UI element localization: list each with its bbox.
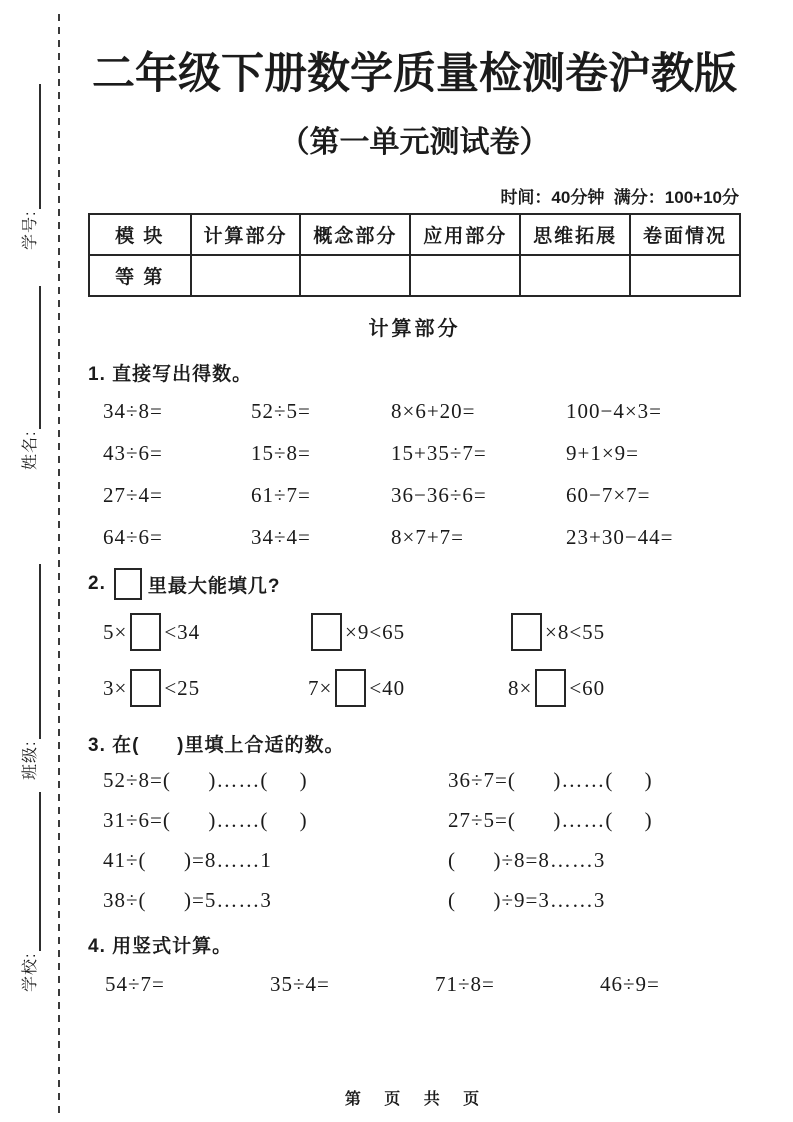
math-expression: 35÷4= [270,972,330,996]
math-expression: 9+1×9= [566,441,640,465]
math-expression: 15÷8= [251,441,311,465]
math-expression: 64÷6= [103,525,163,549]
math-expression: 100−4×3= [566,399,663,423]
expression-suffix: <34 [164,619,201,644]
fill-box-expression [508,608,741,656]
class-blank-line[interactable] [14,564,41,739]
grade-cell-application[interactable] [410,255,520,296]
math-expression: 41÷( )=8……1 [103,848,272,872]
expression-prefix: 8× [508,675,533,700]
math-expression: 61÷7= [251,483,311,507]
fill-box-expression [103,608,308,656]
exam-time-score-info: 时间：40分钟 满分：100+10分 [500,188,739,207]
blank-box[interactable] [130,613,161,651]
expression-suffix: <40 [369,675,406,700]
fill-box-expression [308,608,508,656]
math-expression: 38÷( )=5……3 [103,888,272,912]
dashed-cut-line [58,14,60,1114]
math-expression: 36−36÷6= [391,483,487,507]
blank-box[interactable] [511,613,542,651]
question-3-heading: 3. 在( )里填上合适的数。 [88,735,345,756]
math-expression: 34÷8= [103,399,163,423]
expression-suffix: ×8<55 [545,619,606,644]
student-id-blank-line[interactable] [14,84,41,209]
score-header-concept: 概念部分 [300,214,410,255]
math-expression: 43÷6= [103,441,163,465]
grade-row-label: 等 第 [89,255,191,296]
section-title: 计算部分 [368,318,461,340]
math-expression: ( )÷8=8……3 [448,848,606,872]
question-2-text: 里最大能填几? [147,575,281,597]
math-expression: 54÷7= [105,972,165,996]
math-expression: 46÷9= [600,972,660,996]
blank-box[interactable] [335,669,366,707]
student-name-blank-line[interactable] [14,286,41,429]
fill-box-expression [508,664,741,712]
blank-box[interactable] [114,568,142,600]
question-4-heading: 4. 用竖式计算。 [88,936,233,957]
page-title: 二年级下册数学质量检测卷沪教版 [92,50,737,98]
math-expression: 15+35÷7= [391,441,487,465]
score-table-header-row [89,214,740,255]
expression-suffix: <25 [164,675,201,700]
score-header-application: 应用部分 [410,214,520,255]
expression-suffix: ×9<65 [345,619,406,644]
score-table-grade-row [89,255,740,296]
question-2-number: 2. [88,573,106,594]
class-field [14,564,41,780]
student-name-field [14,286,41,470]
blank-box[interactable] [535,669,566,707]
fill-box-expression [103,664,308,712]
math-expression: 71÷8= [435,972,495,996]
math-expression: 23+30−44= [566,525,674,549]
expression-prefix: 5× [103,619,128,644]
school-label: 学校: [22,952,39,992]
math-expression: ( )÷9=3……3 [448,888,606,912]
math-expression: 8×6+20= [391,399,476,423]
grade-cell-concept[interactable] [300,255,410,296]
math-expression: 36÷7=( )……( ) [448,768,653,792]
student-id-label: 学号: [22,210,39,250]
score-header-thinking: 思维拓展 [520,214,630,255]
math-expression: 60−7×7= [566,483,651,507]
class-label: 班级: [22,740,39,780]
score-table [88,213,741,297]
fill-box-expression [308,664,508,712]
grade-cell-presentation[interactable] [630,255,740,296]
question-3-grid [88,768,741,913]
question-2-grid [88,608,741,712]
score-header-presentation: 卷面情况 [630,214,740,255]
question-1-heading: 1. 直接写出得数。 [88,364,253,385]
question-4-grid [88,972,741,997]
question-2-heading [88,568,741,600]
school-blank-line[interactable] [14,792,41,951]
math-expression: 27÷5=( )……( ) [448,808,653,832]
math-expression: 31÷6=( )……( ) [103,808,308,832]
student-name-label: 姓名: [22,430,39,470]
page-subtitle: （第一单元测试卷） [279,126,550,159]
expression-prefix: 7× [308,675,333,700]
math-expression: 34÷4= [251,525,311,549]
math-expression: 27÷4= [103,483,163,507]
blank-box[interactable] [130,669,161,707]
blank-box[interactable] [311,613,342,651]
grade-cell-calculation[interactable] [191,255,301,296]
page-number-footer: 第 页 共 页 [344,1091,485,1108]
expression-prefix: 3× [103,675,128,700]
math-expression: 52÷8=( )……( ) [103,768,308,792]
score-header-calculation: 计算部分 [191,214,301,255]
question-1-grid [88,399,741,550]
grade-cell-thinking[interactable] [520,255,630,296]
math-expression: 52÷5= [251,399,311,423]
student-id-field [14,84,41,250]
math-expression: 8×7+7= [391,525,465,549]
paper-content [88,28,741,997]
school-field [14,792,41,992]
score-header-module: 模 块 [89,214,191,255]
expression-suffix: <60 [569,675,606,700]
